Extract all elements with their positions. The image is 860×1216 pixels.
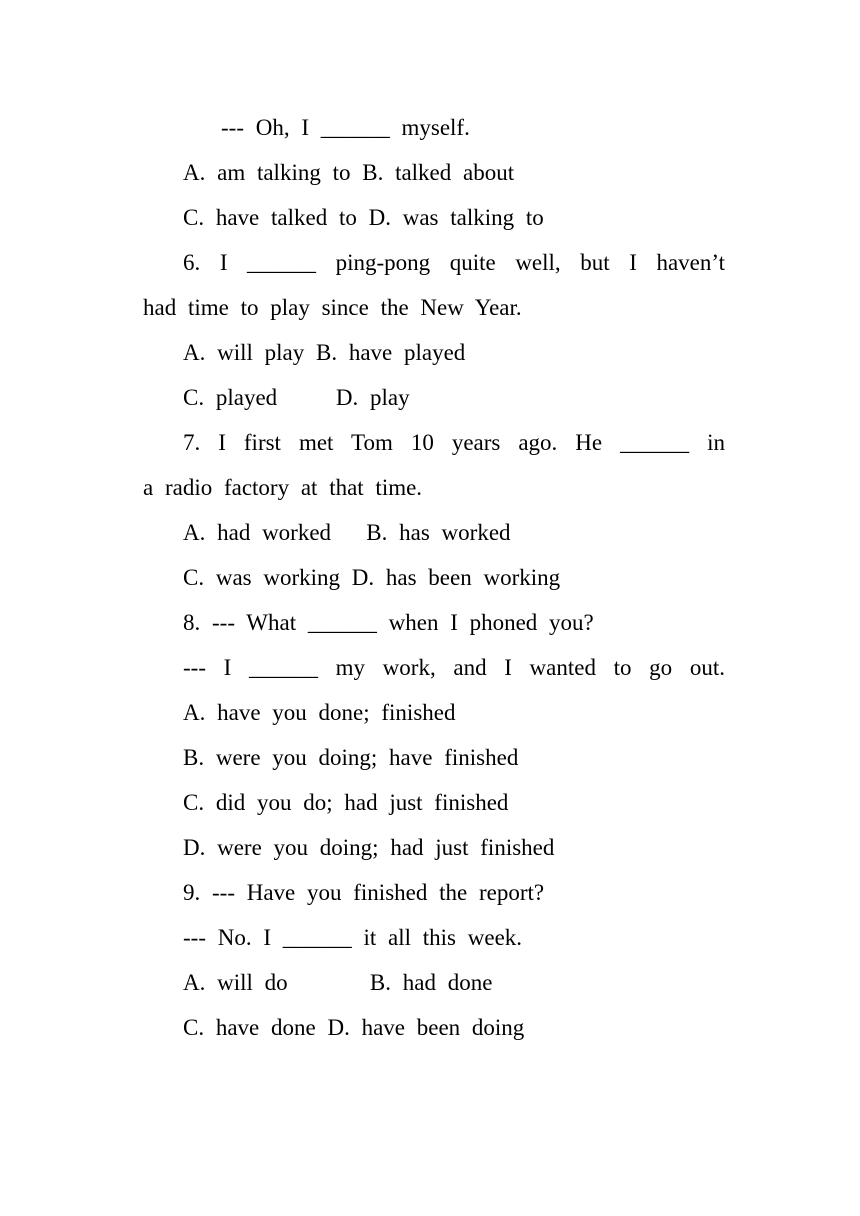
question-6-stem-line-1: 6. I ______ ping-pong quite well, but I haven’t xyxy=(183,250,725,275)
question-7-stem-line-1: 7. I first met Tom 10 years ago. He ______ in xyxy=(183,430,725,455)
question-9-response: --- No. I ______ it all this week. xyxy=(183,925,523,950)
question-5-response-line: --- Oh, I ______ myself. xyxy=(221,115,470,140)
question-9-options-ab: A. will do B. had done xyxy=(183,970,493,995)
question-8-option-b: B. were you doing; have finished xyxy=(183,745,519,770)
question-5-options-cd: C. have talked to D. was talking to xyxy=(183,205,544,230)
question-8-option-a: A. have you done; finished xyxy=(183,700,456,725)
question-8-response: --- I ______ my work, and I wanted to go out. xyxy=(183,655,725,680)
question-6-stem-line-2: had time to play since the New Year. xyxy=(143,295,522,320)
question-9-options-cd: C. have done D. have been doing xyxy=(183,1015,525,1040)
question-5-options-ab: A. am talking to B. talked about xyxy=(183,160,515,185)
question-8-option-d: D. were you doing; had just finished xyxy=(183,835,555,860)
question-9-stem: 9. --- Have you finished the report? xyxy=(183,880,545,905)
question-6-options-ab: A. will play B. have played xyxy=(183,340,466,365)
question-7-options-ab: A. had worked B. has worked xyxy=(183,520,511,545)
question-8-stem: 8. --- What ______ when I phoned you? xyxy=(183,610,594,635)
question-6-options-cd: C. played D. play xyxy=(183,385,410,410)
question-7-stem-line-2: a radio factory at that time. xyxy=(143,475,423,500)
question-7-options-cd: C. was working D. has been working xyxy=(183,565,561,590)
question-8-option-c: C. did you do; had just finished xyxy=(183,790,509,815)
